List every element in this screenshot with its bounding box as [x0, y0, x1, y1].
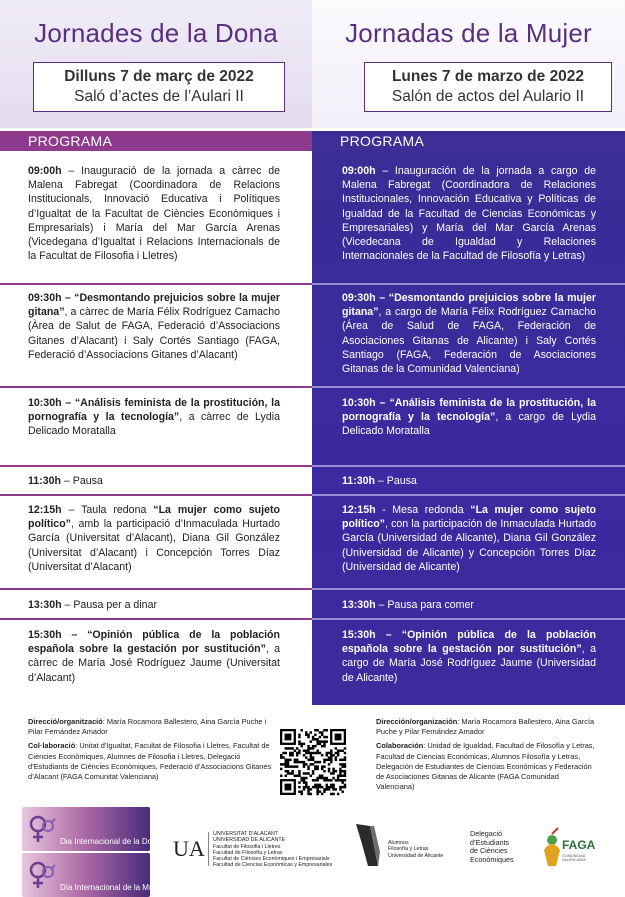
ua-logo-line: Facultat de Ciències Econòmiques i Empresarials	[213, 856, 330, 863]
item-text: , a cargo de María José Rodríguez Jaume (Universidad de Alicante)	[342, 643, 596, 684]
item-time: 12:15h	[342, 504, 376, 516]
program-item	[28, 598, 280, 612]
alumnos-logo-line: Universidad de Alicante	[388, 852, 444, 859]
program-item	[28, 628, 280, 685]
divider	[312, 386, 625, 388]
item-text: – Inauguración de la jornada a cargo de Malena Fabregat (Coordinadora de Relaciones Institucionales, Innovación Educativa y Políticas de Igualdad de la Facultad de Ciencias Económicas y Empresariales) y María del Mar García Arenas (Vicedecana de Igualdad y Relaciones Internacionales de la Facultad de Filosofía y Letras)	[342, 165, 596, 263]
item-text: , amb la participació d’Inmaculada Hurtado García (Universitat d’Alacant), Diana Gil González (Universitat d’Alacant) i Concepción Torres Díaz (Universitat d’Alacant)	[28, 518, 280, 573]
item-text: – Inauguració de la jornada a càrrec de Malena Fabregat (Coordinadora de Relacions Institucionals, Innovació Educativa i Polítiques d’Igualtat de la Facultat de Ciències Econòmiques i Empresarials) i María del Mar García Arenas (Vicedegana d’Igualtat i Relacions Internacionals de la Facultat de Filosofia i Lletres)	[28, 165, 280, 263]
ua-logo-divider	[208, 832, 209, 866]
faga-logo-icon	[538, 826, 608, 870]
item-text: , a càrrec de María Félix Rodríguez Camacho (Àrea de Salut de FAGA, Federació d’Associacions Gitanes d’Alacant) i Saly Cortés Santiago (FAGA, Federació d’Associacions Gitanes d’Alacant)	[28, 306, 280, 361]
item-title: “La mujer como sujeto político”	[342, 504, 596, 531]
ua-logo-mark: UA	[173, 836, 205, 861]
item-time: 13:30h	[28, 599, 62, 611]
date-catalan: Dilluns 7 de març de 2022	[64, 68, 254, 85]
item-time: 15:30h	[28, 629, 62, 641]
item-text: – Pausa	[60, 475, 103, 487]
delegacio-logo-text	[470, 830, 514, 864]
divider	[312, 588, 625, 590]
divider	[312, 283, 625, 285]
program-item	[342, 474, 596, 488]
divider	[0, 386, 312, 388]
credit-collaboration: Colaboración: Unidad de Igualdad, Facultad de Filosofía y Letras, Facultad de Ciencias Económicas, Alumnos Filosofía y Letras, Delegación de Estudiantes de Ciencias Económicas y Federación de Asociaciones Gitanas de Alicante (FAGA Comunidad Valenciana)	[376, 741, 595, 792]
item-time: 11:30h	[342, 475, 375, 487]
item-time: 09:30h	[28, 292, 62, 304]
ua-logo-line: UNIVERSITAT D’ALACANT	[213, 831, 279, 837]
program-item	[28, 164, 280, 263]
credits-catalan	[28, 717, 274, 782]
program-item	[342, 628, 596, 685]
badge-day-women-spanish	[22, 853, 163, 897]
item-title: “La mujer como sujeto político”	[28, 504, 280, 531]
faga-wordmark: FAGA	[562, 838, 596, 852]
item-title: – “Opinión pública de la población española sobre la gestación por sustitución”	[342, 629, 596, 656]
item-text: – Pausa per a dinar	[61, 599, 157, 611]
credit-direction: Direcció/organització: María Rocamora Ballestero, Aina García Puche i Pilar Fernández Amador	[28, 717, 267, 737]
program-item	[28, 474, 280, 488]
item-text: , a càrrec de María José Rodríguez Jaume (Universitat d’Alacant)	[28, 643, 280, 684]
header-right	[312, 0, 625, 128]
item-text: – Pausa	[374, 475, 417, 487]
faga-subtitle: COMUNIDAD VALENCIANA	[562, 854, 586, 862]
program-item	[342, 503, 596, 574]
delegacio-logo-line: d’Estudiants	[470, 837, 510, 847]
item-title: – “Opinión pública de la población española sobre la gestación por sustitución”	[28, 629, 280, 656]
item-pre: – Taula redona	[61, 504, 154, 516]
female-symbol-icon	[28, 813, 56, 845]
program-item	[28, 291, 280, 362]
item-time: 13:30h	[342, 599, 376, 611]
item-title: – “Análisis feminista de la prostitución, la pornografía y la tecnología”	[28, 397, 280, 424]
item-time: 09:00h	[28, 165, 62, 177]
item-time: 09:30h	[342, 292, 376, 304]
program-item	[342, 291, 596, 376]
program-item	[342, 598, 596, 612]
item-title: – “Análisis feminista de la prostitución, la pornografía y la tecnología”	[342, 397, 596, 424]
title-spanish: Jornadas de la Mujer	[345, 18, 592, 48]
program-column-catalan	[0, 151, 312, 705]
divider	[312, 465, 625, 467]
male-symbol-icon	[52, 865, 56, 869]
item-title: – “Desmontando prejuicios sobre la mujer gitana”	[342, 292, 596, 319]
place-catalan: Saló d’actes de l’Aulari II	[74, 88, 244, 105]
divider	[0, 588, 312, 590]
program-item	[342, 396, 596, 439]
credit-direction: Dirección/organización: María Rocamora Ballestero, Aina García Puche y Pilar Fernández Amador	[376, 717, 595, 737]
item-text: , a càrrec de Lydia Delicado Moratalla	[28, 411, 280, 438]
item-text: , a cargo de María Félix Rodríguez Camacho (Área de Salud de FAGA, Federación de Asociaciones Gitanas de Alicante) i Saly Cortés Santiago (FAGA, Federación de Asociaciones Gitanas de la Comunidad Valenciana)	[342, 306, 596, 376]
program-item	[342, 164, 596, 263]
credit-collaboration: Col·laboració: Unitat d’Igualtat, Facultat de Filosofia i Lletres, Facultat de Ciències Econòmiques, Alumnes de Filosofia i Lletres, Delegació d’Estudiants de Ciències Econòmiques, Federació d’Associacions Gitanes d’Alacant (FAGA Comunitat Valenciana)	[28, 741, 272, 782]
title-catalan: Jornades de la Dona	[34, 18, 278, 48]
ua-logo-line: UNIVERSIDAD DE ALICANTE	[213, 837, 286, 844]
item-text: , con la participación de Inmaculada Hurtado García (Universidad de Alicante), Diana Gil González (Universidad de Alicante) y Concepción Torres Díaz (Universidad de Alicante)	[342, 518, 596, 573]
program-column-spanish	[312, 151, 625, 705]
alumnos-logo-line: Alumnos	[388, 840, 409, 846]
date-box-catalan	[33, 62, 285, 112]
qr-code-icon[interactable]	[280, 729, 346, 795]
divider	[0, 618, 312, 620]
program-item	[28, 503, 280, 574]
divider	[0, 465, 312, 467]
item-time: 10:30h	[342, 397, 376, 409]
divider	[0, 283, 312, 285]
delegacio-logo-line: Delegació	[470, 829, 502, 838]
item-time: 09:00h	[342, 165, 376, 177]
alumnos-logo-text	[388, 840, 443, 859]
item-text: – Pausa para comer	[375, 599, 474, 611]
item-time: 10:30h	[28, 397, 62, 409]
alumnos-logo-icon	[352, 822, 382, 868]
badge-text: Dia Internacional de la Dona	[60, 837, 161, 846]
delegacio-logo-line: de Ciències	[470, 846, 508, 856]
date-box-spanish	[364, 62, 612, 112]
item-pre: - Mesa redonda	[375, 504, 471, 516]
badge-day-women-catalan	[22, 807, 161, 851]
credits-spanish	[376, 717, 598, 792]
ua-logo-line: Facultad de Ciencias Económicas y Empresariales	[213, 862, 333, 869]
item-text: , a cargo de Lydia Delicado Moratalla	[342, 411, 597, 438]
item-time: 15:30h	[342, 629, 376, 641]
ua-logo-line: Facultad de Filosofía y Letras	[213, 849, 283, 856]
female-symbol-icon	[28, 859, 56, 891]
divider	[312, 494, 625, 496]
divider	[312, 618, 625, 620]
program-label-spanish: PROGRAMA	[312, 131, 625, 151]
divider	[0, 494, 312, 496]
badge-text: Día Internacional de la Mujer	[60, 883, 163, 892]
item-time: 12:15h	[28, 504, 62, 516]
male-symbol-icon	[52, 819, 56, 823]
delegacio-logo-line: Econòmiques	[470, 854, 514, 864]
ua-logo-text	[213, 831, 333, 869]
program-label-catalan: PROGRAMA	[0, 131, 312, 151]
program-item	[28, 396, 280, 439]
alumnos-logo-line: Filosofía y Letras	[388, 846, 429, 853]
place-spanish: Salón de actos del Aulario II	[391, 88, 585, 105]
item-title: – “Desmontando prejuicios sobre la mujer gitana”	[28, 292, 280, 319]
item-time: 11:30h	[28, 475, 61, 487]
header-left	[0, 0, 312, 128]
date-spanish: Lunes 7 de marzo de 2022	[391, 68, 585, 85]
ua-logo-line: Facultat de Filosofia i Lletres	[213, 843, 281, 850]
